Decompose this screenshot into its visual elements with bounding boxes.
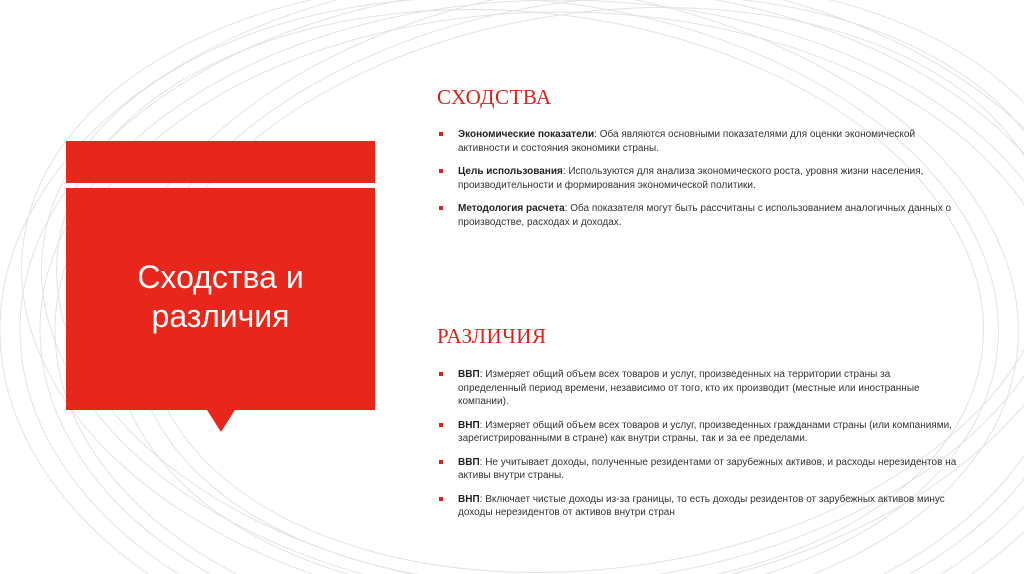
slide-title xyxy=(66,258,375,336)
differences-heading: РАЗЛИЧИЯ xyxy=(437,324,547,348)
list-item: ВВП: Измеряет общий объем всех товаров и услуг, произведенных на территории страны за определенный период времени, независимо от того, кто их производит (местные или иностранные компании). xyxy=(437,368,957,409)
bullet-icon xyxy=(439,132,443,136)
bullet-icon xyxy=(439,423,443,427)
similarities-list xyxy=(437,128,957,239)
list-item: ВНП: Включает чистые доходы из-за границы, то есть доходы резидентов от зарубежных активов минус доходы нерезидентов от активов внутри стран xyxy=(437,493,957,520)
list-item: ВВП: Не учитывает доходы, полученные резидентами от зарубежных активов, и расходы нерезидентов на активы внутри страны. xyxy=(437,456,957,483)
list-item: Методология расчета: Оба показателя могут быть рассчитаны с использованием аналогичных данных о производстве, расходах и доходах. xyxy=(437,202,957,229)
bullet-icon xyxy=(439,169,443,173)
slide-title-line-2: различия xyxy=(151,298,290,334)
list-item: Экономические показатели: Оба являются основными показателями для оценки экономической активности и состояния экономики страны. xyxy=(437,128,957,155)
list-item: Цель использования: Используются для анализа экономического роста, уровня жизни населения, производительности и формирования экономической политики. xyxy=(437,165,957,192)
differences-list xyxy=(437,368,957,530)
bullet-icon xyxy=(439,206,443,210)
bullet-icon xyxy=(439,497,443,501)
list-item: ВНП: Измеряет общий объем всех товаров и услуг, произведенных гражданами страны (или компаниями, зарегистрированными в стране) как внутри страны, так и за ее пределами. xyxy=(437,419,957,446)
bullet-icon xyxy=(439,372,443,376)
accent-strip xyxy=(66,141,375,183)
panel-pointer xyxy=(207,410,235,432)
similarities-heading: СХОДСТВА xyxy=(437,85,552,109)
slide-title-line-1: Сходства и xyxy=(137,259,304,295)
bullet-icon xyxy=(439,460,443,464)
